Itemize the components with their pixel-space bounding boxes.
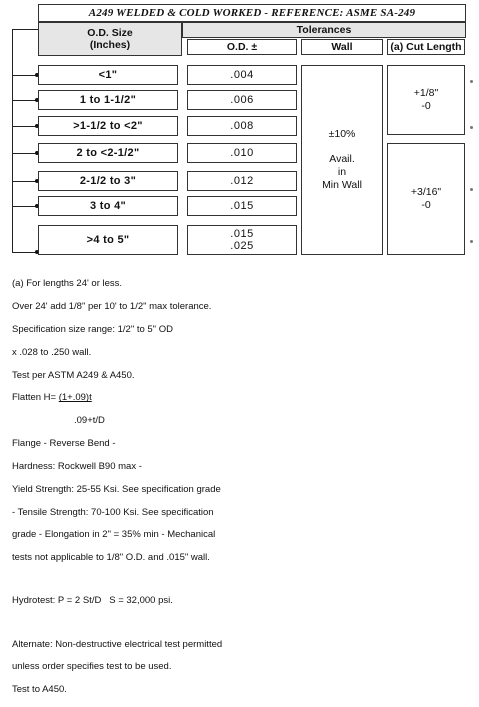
wall-header <box>301 39 383 55</box>
note-line: Hardness: Rockwell B90 max - <box>12 460 142 472</box>
note-line: unless order specifies test to be used. <box>12 661 172 673</box>
wall-tolerance-value: ±10% <box>328 128 356 140</box>
od-tolerance-header <box>187 39 297 55</box>
bracket-top-line <box>12 29 38 30</box>
note-line: - Tensile Strength: 70-100 Ksi. See specification <box>12 506 214 518</box>
edge-mark <box>470 80 473 83</box>
od-cell <box>187 196 297 216</box>
table-title-text: A249 WELDED & COLD WORKED - REFERENCE: ASME SA-249 <box>88 7 416 19</box>
flatten-denominator-text: .09+t/D <box>74 415 105 427</box>
tolerances-header-text: Tolerances <box>296 24 352 36</box>
flatten-formula <box>12 392 472 403</box>
cut-length-upper-cell <box>387 65 465 135</box>
note-line: Test per ASTM A249 & A450. <box>12 369 135 381</box>
od-cell <box>187 143 297 163</box>
od-cell <box>187 116 297 136</box>
size-label: 3 to 4" <box>89 200 127 212</box>
flatten-numerator: (1+.09)t <box>58 392 92 404</box>
cut-length-lower-plus: +3/16" <box>410 186 442 198</box>
od-cell <box>187 171 297 191</box>
cut-length-lower-cell <box>387 143 465 255</box>
size-label: <1" <box>98 69 118 81</box>
cut-length-upper-plus: +1/8" <box>413 87 439 99</box>
size-cell <box>38 196 178 216</box>
cut-length-upper-minus: -0 <box>421 100 431 112</box>
wall-header-text: Wall <box>331 41 353 53</box>
od-value: .012 <box>230 175 254 187</box>
hydrotest-note: Hydrotest: P = 2 St/D S = 32,000 psi. <box>12 595 173 607</box>
note-line: grade - Elongation in 2" = 35% min - Mechanical <box>12 529 216 541</box>
size-label: 1 to 1-1/2" <box>79 94 137 106</box>
size-label: 2 to <2-1/2" <box>76 147 140 159</box>
size-cell <box>38 90 178 110</box>
note-line: x .028 to .250 wall. <box>12 346 92 358</box>
notes-section <box>12 267 472 707</box>
flatten-prefix: Flatten H= <box>12 392 59 404</box>
od-value: .004 <box>230 69 254 81</box>
size-cell <box>38 171 178 191</box>
wall-avail-text: Avail. <box>329 153 355 165</box>
size-cell <box>38 65 178 85</box>
cut-length-header <box>387 39 465 55</box>
size-label: >4 to 5" <box>86 234 130 246</box>
note-line: Alternate: Non-destructive electrical test permitted <box>12 638 223 650</box>
size-label: >1-1/2 to <2" <box>73 120 143 132</box>
edge-mark <box>470 126 473 129</box>
note-line: Specification size range: 1/2" to 5" OD <box>12 324 173 336</box>
od-value: .006 <box>230 94 254 106</box>
od-cell <box>187 90 297 110</box>
size-cell <box>38 116 178 136</box>
od-size-header <box>38 22 182 56</box>
note-line: Test to A450. <box>12 684 67 696</box>
table-title <box>38 4 466 22</box>
od-value: .010 <box>230 147 254 159</box>
od-value: .015 <box>230 200 254 212</box>
flatten-denominator <box>12 415 472 426</box>
od-cell <box>187 225 297 255</box>
od-value-line1: .015 <box>230 228 254 240</box>
od-cell <box>187 65 297 85</box>
size-cell <box>38 225 178 255</box>
od-size-header-line1: O.D. Size <box>87 27 133 39</box>
wall-min-wall-text: Min Wall <box>322 179 362 191</box>
wall-in-text: in <box>337 166 347 178</box>
note-line: tests not applicable to 1/8" O.D. and .015" wall. <box>12 552 210 564</box>
edge-mark <box>470 240 473 243</box>
od-size-header-line2: (Inches) <box>89 39 131 51</box>
wall-tolerance-cell <box>301 65 383 255</box>
od-value-line2: .025 <box>230 240 254 252</box>
note-line: Flange - Reverse Bend - <box>12 438 116 450</box>
note-line: (a) For lengths 24' or less. <box>12 278 123 290</box>
edge-mark <box>470 188 473 191</box>
note-line: Yield Strength: 25-55 Ksi. See specification grade <box>12 483 221 495</box>
od-value: .008 <box>230 120 254 132</box>
od-tolerance-header-text: O.D. ± <box>226 41 258 53</box>
tolerances-header <box>182 22 466 38</box>
size-label: 2-1/2 to 3" <box>79 175 137 187</box>
cut-length-lower-minus: -0 <box>421 199 431 211</box>
size-cell <box>38 143 178 163</box>
note-line: Over 24' add 1/8" per 10' to 1/2" max tolerance. <box>12 301 212 313</box>
cut-length-header-text: (a) Cut Length <box>390 41 462 53</box>
bracket-vertical-line <box>12 29 13 253</box>
